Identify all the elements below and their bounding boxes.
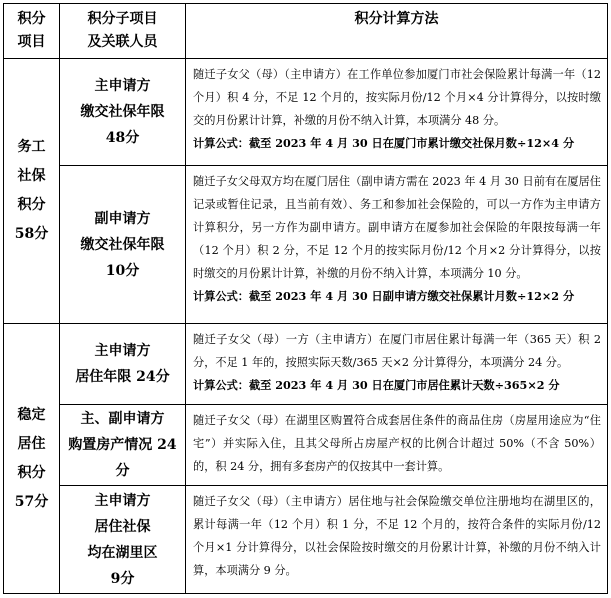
subitem-line: 9分: [110, 570, 135, 587]
method-formula: 计算公式：截至 2023 年 4 月 30 日在厦门市居住累计天数÷365×2 分: [193, 378, 560, 392]
subitem-line: 购置房产情况 24: [68, 437, 177, 453]
method-cell: [186, 166, 608, 324]
category-line: 稳定: [17, 406, 46, 423]
category-line: 58分: [14, 226, 49, 242]
table-row: [4, 324, 608, 405]
method-description: 随迁子女父母双方均在厦门居住（副申请方需在 2023 年 4 月 30 日前有在厦居住记录或暂住记录，且当前有效）、务工和参加社会保险的，可以一方作为主申请方计算积分，另一方作为副申请方。副申请方在厦参加社会保险的年限按每满一年（12 个月）积 2 分，不足 12 个月的按实际月份/12 个月×2 分计算得分，以按时缴交的月份累计计算，补缴的月份不纳入计算，本项满分 10 分。: [193, 175, 601, 280]
header-subitem-line: 及关联人员: [87, 34, 158, 50]
method-cell: [186, 405, 608, 486]
method-cell: [186, 486, 608, 594]
category-line: 居住: [17, 435, 46, 452]
subitem-line: 主申请方: [94, 78, 151, 94]
header-category: [4, 4, 60, 59]
table-row: [4, 59, 608, 166]
method-cell: [186, 59, 608, 166]
subitem-cell: [60, 324, 186, 405]
category-line: 积分: [17, 197, 46, 213]
subitem-line: 分: [115, 463, 130, 479]
category-line: 57分: [14, 493, 49, 510]
category-cell-stable-residence: [4, 324, 60, 594]
header-row: [4, 4, 608, 59]
subitem-cell: [60, 166, 186, 324]
subitem-line: 副申请方: [94, 210, 151, 227]
table-row: [4, 166, 608, 324]
method-description: 随迁子女父（母）（主申请方）在工作单位参加厦门市社会保险累计每满一年（12个月）积 4 分，不足 12 个月的，按实际月份/12 个月×4 分计算得分，以按时缴交的月份累计计算，补缴的月份不纳入计算，本项满分 48 分。: [193, 68, 601, 127]
subitem-line: 48分: [105, 130, 140, 146]
subitem-line: 主、副申请方: [80, 411, 165, 427]
header-subitem-line: 积分子项目: [87, 11, 158, 27]
subitem-line: 居住年限 24分: [75, 369, 170, 385]
header-category-line: 积分: [17, 11, 46, 27]
subitem-line: 10分: [105, 262, 140, 279]
method-description: 随迁子女父（母）（主申请方）居住地与社会保险缴交单位注册地均在湖里区的，累计每满一年（12 个月）积 1 分，不足 12 个月的，按符合条件的实际月份/12 个月×1 分计算得分，以社会保险按时缴交的月份累计计算，补缴的月份不纳入计算，本项满分 9 分。: [193, 495, 601, 577]
category-line: 社保: [17, 168, 46, 184]
method-cell: [186, 324, 608, 405]
method-description: 随迁子女父（母）一方（主申请方）在厦门市居住累计每满一年（365 天）积 2 分，不足 1 年的，按照实际天数/365 天×2 分计算得分，本项满分 24 分。: [193, 333, 601, 369]
subitem-line: 缴交社保年限: [80, 236, 165, 253]
subitem-cell: [60, 59, 186, 166]
subitem-line: 均在湖里区: [87, 544, 158, 561]
subitem-line: 主申请方: [94, 492, 151, 509]
category-line: 务工: [17, 139, 46, 155]
category-cell-work-social-security: [4, 59, 60, 324]
table-row: [4, 405, 608, 486]
points-table: [3, 3, 608, 594]
category-line: 积分: [17, 464, 46, 481]
method-formula: 计算公式：截至 2023 年 4 月 30 日在厦门市累计缴交社保月数÷12×4 分: [193, 136, 575, 150]
subitem-line: 居住社保: [94, 518, 151, 535]
subitem-cell: [60, 405, 186, 486]
method-description: 随迁子女父（母）在湖里区购置符合成套居住条件的商品住房（房屋用途应为“住宅”）并实际入住，且其父母所占房屋产权的比例合计超过 50%（不含 50%）的，积 24 分，拥有多套房产的仅按其中一套计算。: [193, 414, 601, 473]
method-formula: 计算公式：截至 2023 年 4 月 30 日副申请方缴交社保累计月数÷12×2 分: [193, 289, 575, 303]
subitem-cell: [60, 486, 186, 594]
subitem-line: 主申请方: [94, 343, 151, 359]
subitem-line: 缴交社保年限: [80, 104, 165, 120]
header-subitem: [60, 4, 186, 59]
header-category-line: 项目: [17, 34, 46, 50]
table-row: [4, 486, 608, 594]
header-method-title: 积分计算方法: [354, 11, 439, 27]
header-method: [186, 4, 608, 59]
